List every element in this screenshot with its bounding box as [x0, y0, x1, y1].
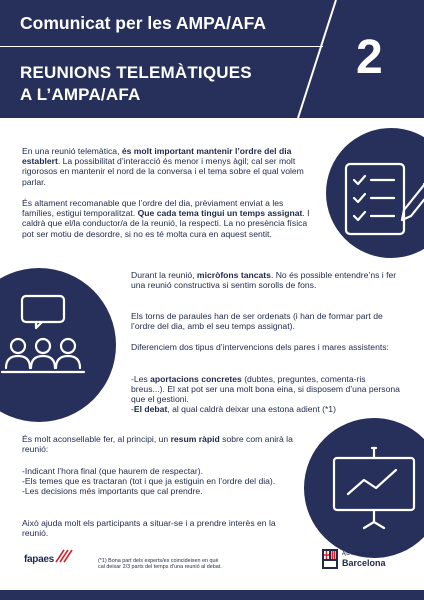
- section2-p1-text-a: Durant la reunió,: [131, 270, 197, 280]
- section1-paragraph2: [22, 198, 312, 239]
- list-item: -Els temes que es tractaran (tot i que ja estiguin en l’ordre del dia).: [22, 476, 276, 487]
- footnote: [98, 558, 288, 571]
- footnote-line1: (*1) Bona part dels experts/es coincideixen en què: [98, 558, 219, 564]
- section1-p2-text-c: . I caldrà que el/la conductor/a de la reunió, la respecti. La no presència física pot ser motiu de desordre, si no es té molta cura en aquest sentit.: [22, 208, 310, 239]
- barcelona-label: Barcelona: [342, 558, 386, 568]
- section2-paragraph5: [131, 404, 401, 414]
- checklist-icon: [326, 128, 424, 258]
- fapaes-logo-text: fapaes: [24, 554, 54, 565]
- section3-p1-text-a: És molt aconsellable fer, al principi, un: [22, 434, 171, 444]
- section2-p5-text-c: , al qual caldrà deixar una estona adient (*1): [167, 404, 336, 414]
- presentation-circle: [304, 418, 424, 558]
- checklist-circle: [326, 128, 424, 258]
- list-item: -Indicant l’hora final (que haurem de respectar).: [22, 466, 204, 476]
- section2-paragraph2: Els torns de paraules han de ser ordenats (i han de formar part de l’ordre del dia, amb el seu temps assignat).: [131, 311, 383, 332]
- section2-p5-text-a: -: [131, 404, 134, 414]
- section2-paragraph3: Diferenciem dos tipus d’intervencions dels pares i mares assistents:: [131, 342, 389, 352]
- footer-band: [0, 590, 424, 600]
- barcelona-shield-icon: [322, 549, 338, 571]
- section1-p2-text-a: És altament recomanable que l’ordre del dia, prèviament enviat a les famílies, estigui temporalitzat.: [22, 198, 284, 219]
- list-item: -Les decisions més importants que cal prendre.: [22, 486, 203, 497]
- section1-p1-bold: és molt important mantenir l’ordre del dia establert: [22, 146, 292, 167]
- section1-p1-text-c: . La possibilitat d’interacció és menor i menys àgil; cal ser molt rigorosos en mantenir el nord de la conversa i el tema sobre el qual volem parlar.: [22, 156, 304, 187]
- ajuntament-barcelona-logo: [322, 547, 402, 573]
- footnote-line2: cal deixar 2/3 parts del temps d’una reunió al debat.: [98, 564, 222, 571]
- fapaes-logo: [22, 546, 82, 570]
- section1-paragraph1: [22, 146, 312, 187]
- section2-p4-text-a: -Les: [131, 374, 151, 384]
- section2-p1-bold: micròfons tancats: [196, 270, 271, 280]
- section2-p5-bold: El debat: [133, 404, 168, 414]
- section3-p1-bold: resum ràpid: [170, 434, 220, 444]
- header-subtitle: [20, 62, 252, 106]
- section1-p1-text-a: En una reunió telemàtica,: [22, 146, 122, 156]
- section2-p1-text-c: . No és possible entendre’ns i fer una reunió constructiva si sentim sorolls de fons.: [131, 270, 397, 291]
- header: [0, 0, 424, 118]
- section3-paragraph1: [22, 434, 302, 454]
- meeting-people-icon: [0, 268, 116, 422]
- section2-p4-text-c: (dubtes, preguntes, comenta-ris breus...). El xat pot ser una molt bona eina, si disposem d’una persona que el gestioni.: [131, 374, 400, 405]
- section2-paragraph1: [131, 270, 401, 290]
- section-number: 2: [356, 31, 383, 84]
- presentation-board-icon: [304, 418, 424, 558]
- meeting-circle: [0, 268, 116, 422]
- section2-paragraph4: [131, 374, 401, 405]
- header-title: Comunicat per les AMPA/AFA: [20, 13, 267, 33]
- header-subtitle-line2: A L’AMPA/AFA: [20, 85, 141, 104]
- section1-p2-bold: Que cada tema tingui un temps assignat: [137, 208, 303, 219]
- ajuntament-label: Ajuntament de: [342, 551, 375, 557]
- section3-p1-text-c: sobre com anirà la reunió:: [22, 434, 293, 455]
- section3-agenda-list: [22, 466, 302, 497]
- section3-paragraph2: Això ajuda molt els participants a situar-se i a prendre interès en la reunió.: [22, 518, 276, 539]
- header-subtitle-line1: REUNIONS TELEMÀTIQUES: [20, 63, 252, 82]
- section2-p4-bold: aportacions concretes: [150, 374, 242, 384]
